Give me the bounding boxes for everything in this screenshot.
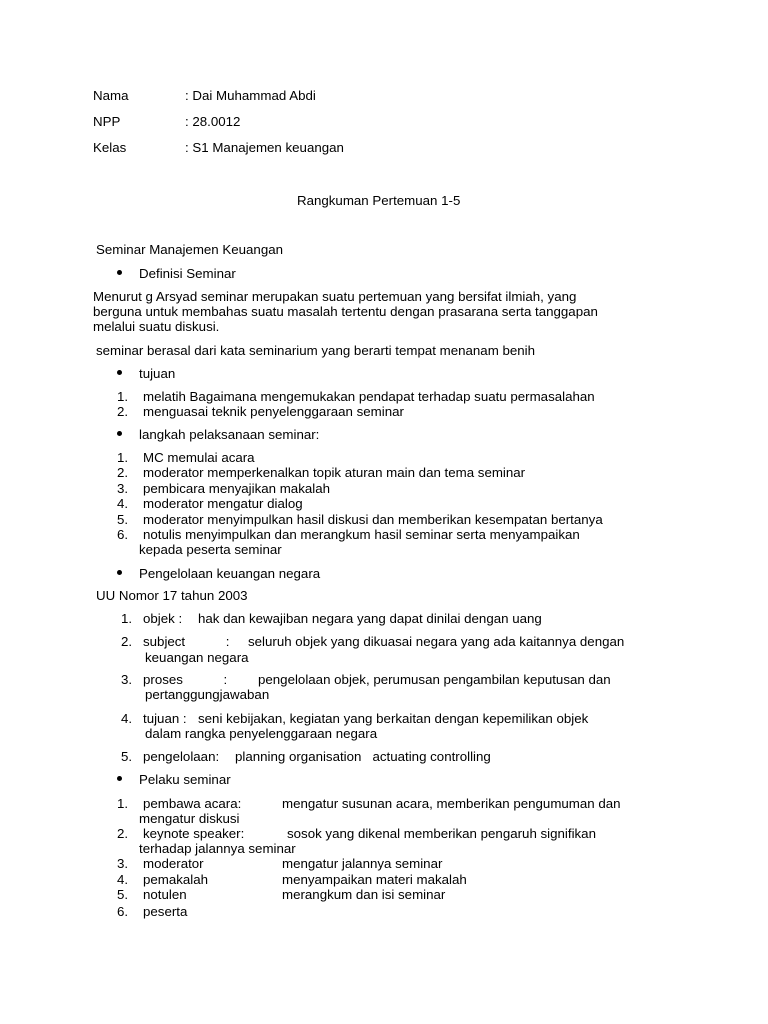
kelas-value: : S1 Manajemen keuangan [185, 140, 344, 155]
list-item-label: objek : [143, 611, 183, 626]
list-item: MC memulai acara [143, 450, 255, 465]
list-number: 5. [117, 512, 129, 527]
list-number: 3. [117, 481, 129, 496]
nama-value: : Dai Muhammad Abdi [185, 88, 316, 103]
list-number: 2. [117, 404, 129, 419]
kelas-label: Kelas [93, 140, 127, 155]
list-item-label: subject : [143, 634, 230, 649]
list-number: 6. [117, 527, 129, 542]
list-item: seni kebijakan, kegiatan yang berkaitan dengan kepemilikan objek [198, 711, 589, 726]
definisi-para-line: melalui suatu diskusi. [93, 319, 220, 334]
definisi-heading: Definisi Seminar [139, 266, 236, 281]
list-item-label: pemakalah [143, 872, 209, 887]
list-item: moderator mengatur dialog [143, 496, 303, 511]
pengelolaan-heading: Pengelolaan keuangan negara [139, 566, 321, 581]
list-item-label: proses : [143, 672, 228, 687]
list-item: pengelolaan objek, perumusan pengambilan keputusan dan [258, 672, 611, 687]
bullet-icon [117, 570, 122, 575]
pelaku-heading: Pelaku seminar [139, 772, 231, 787]
bullet-icon [117, 270, 122, 275]
bullet-icon [117, 431, 122, 436]
list-number: 2. [121, 634, 133, 649]
tujuan-heading: tujuan [139, 366, 176, 381]
list-item-continuation: pertanggungjawaban [145, 687, 270, 702]
nama-label: Nama [93, 88, 129, 103]
list-item: seluruh objek yang dikuasai negara yang ada kaitannya dengan [248, 634, 625, 649]
list-item-continuation: kepada peserta seminar [139, 542, 282, 557]
list-item-continuation: mengatur diskusi [139, 811, 240, 826]
list-item: mengatur susunan acara, memberikan pengumuman dan [282, 796, 621, 811]
list-item-continuation: dalam rangka penyelenggaraan negara [145, 726, 378, 741]
document-title: Rangkuman Pertemuan 1-5 [297, 193, 461, 208]
npp-label: NPP [93, 114, 121, 129]
list-item-label: pengelolaan: [143, 749, 220, 764]
langkah-heading: langkah pelaksanaan seminar: [139, 427, 320, 442]
list-item: menguasai teknik penyelenggaraan seminar [143, 404, 404, 419]
list-item: pembicara menyajikan makalah [143, 481, 330, 496]
list-number: 1. [117, 796, 129, 811]
list-item-label: tujuan : [143, 711, 187, 726]
list-item-label: peserta [143, 904, 188, 919]
list-item: sosok yang dikenal memberikan pengaruh signifikan [287, 826, 596, 841]
list-number: 5. [117, 887, 129, 902]
list-number: 4. [117, 872, 129, 887]
definisi-para-line: Menurut g Arsyad seminar merupakan suatu pertemuan yang bersifat ilmiah, yang [93, 289, 577, 304]
list-item-label: keynote speaker: [143, 826, 245, 841]
list-number: 5. [121, 749, 133, 764]
list-number: 6. [117, 904, 129, 919]
list-item-label: notulen [143, 887, 187, 902]
list-item: moderator memperkenalkan topik aturan main dan tema seminar [143, 465, 526, 480]
list-item: melatih Bagaimana mengemukakan pendapat terhadap suatu permasalahan [143, 389, 595, 404]
list-item: moderator menyimpulkan hasil diskusi dan memberikan kesempatan bertanya [143, 512, 603, 527]
list-item: mengatur jalannya seminar [282, 856, 443, 871]
list-number: 4. [121, 711, 133, 726]
list-number: 3. [121, 672, 133, 687]
list-item: menyampaikan materi makalah [282, 872, 467, 887]
list-number: 1. [121, 611, 133, 626]
definisi-para2: seminar berasal dari kata seminarium yang berarti tempat menanam benih [96, 343, 536, 358]
list-number: 1. [117, 450, 129, 465]
list-item: hak dan kewajiban negara yang dapat dinilai dengan uang [198, 611, 542, 626]
bullet-icon [117, 776, 122, 781]
npp-value: : 28.0012 [185, 114, 241, 129]
list-item-label: pembawa acara: [143, 796, 242, 811]
list-number: 3. [117, 856, 129, 871]
list-item: merangkum dan isi seminar [282, 887, 446, 902]
list-item-label: moderator [143, 856, 204, 871]
list-number: 1. [117, 389, 129, 404]
list-number: 2. [117, 465, 129, 480]
list-item-continuation: keuangan negara [145, 650, 249, 665]
definisi-para-line: berguna untuk membahas suatu masalah tertentu dengan prasarana serta tanggapan [93, 304, 598, 319]
list-item: notulis menyimpulkan dan merangkum hasil seminar serta menyampaikan [143, 527, 580, 542]
list-number: 4. [117, 496, 129, 511]
list-item-continuation: terhadap jalannya seminar [139, 841, 296, 856]
bullet-icon [117, 370, 122, 375]
uu-reference: UU Nomor 17 tahun 2003 [96, 588, 248, 603]
list-number: 2. [117, 826, 129, 841]
list-item: planning organisation actuating controlling [235, 749, 491, 764]
section-title: Seminar Manajemen Keuangan [96, 242, 284, 257]
